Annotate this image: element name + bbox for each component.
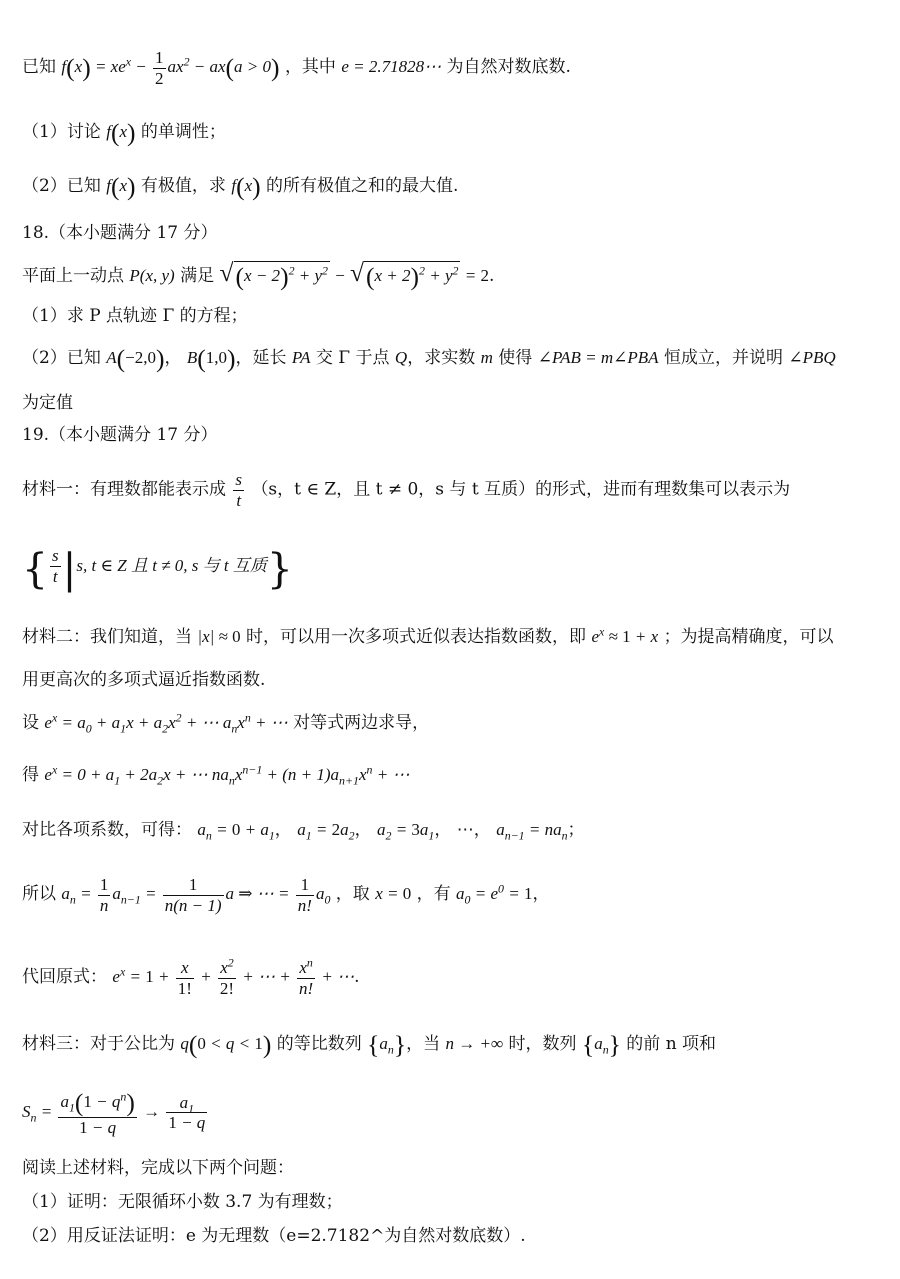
p19-read: 阅读上述材料，完成以下两个问题：	[22, 1158, 294, 1178]
p17-q1: （1）讨论 f(x) 的单调性；	[22, 118, 226, 147]
p18-q2-tail: 为定值	[22, 393, 73, 413]
p18-q1: （1）求 P 点轨迹 Γ 的方程；	[22, 306, 248, 326]
p19-back: 代回原式： $e^x = 1$ + $\frac{x}{1!}$ + $\frac{x^2}{2!}$ + ⋯ + $\frac{x^n}{n!}$ + ⋯.	[22, 955, 360, 998]
p18-q2: （2）已知 A(−2,0)， B(1,0)，延长 PA 交 Γ 于点 Q，求实数 m 使得 ∠PAB = m∠PBA 恒成立，并说明 ∠PBQ	[22, 344, 836, 373]
p19-material-1: 材料一：有理数都能表示成 $\frac{s}{t}$ （s，t ∈ Z，且 t ≠ 0，s 与 t 互质）的形式，进而有理数集可以表示为	[22, 470, 791, 510]
p18-intro: 平面上一动点 P(x, y) 满足 $√(x - 2)^2 + y^2 - √(x + 2)^2 + y^2 = 2$.	[22, 258, 495, 291]
p19-series: 设 $e^x = a_0 + a_1x + a_2x^2$ + ⋯ $a_nx^n$ + ⋯ 对等式两边求导，	[22, 710, 430, 736]
p17-intro: 已知 $f(x) = xe^x$ − $\frac{1}{2}$ $ax^2 - ax(a > 0)$ ，其中 e = 2.71828⋯ 为自然对数底数.	[22, 48, 571, 88]
p19-material-3: 材料三：对于公比为 q(0 < q < 1) 的等比数列 $\{a_n\}$，当 n → +∞ 时，数列 $\{a_n\}$ 的前 n 项和	[22, 1030, 717, 1059]
p17-q2: （2）已知 f(x) 有极值，求 f(x) 的所有极值之和的最大值.	[22, 172, 459, 201]
p19-q2: （2）用反证法证明：e 为无理数（e=2.7182^为自然对数底数）.	[22, 1226, 526, 1246]
p19-so: 所以 $a_n$ = $\frac{1}{n}$ $a_{n-1}$ = $\frac{1}{n(n - 1)}$ a ⇒ ⋯ = $\frac{1}{n!}$ $a_0$ ，取 x = 0 ，有 $a_0 = e^0 = 1$，	[22, 875, 550, 915]
p19-header: 19.（本小题满分 17 分）	[22, 425, 218, 445]
p19-derivative: 得 $e^x = 0 + a_1 + 2a_2x$ + ⋯ $na_nx^{n-1} + (n + 1)a_{n+1}x^n$ + ⋯	[22, 762, 410, 788]
formula-f: $f(x) = xe^x$ − $\frac{1}{2}$ $ax^2 - ax(a > 0)$	[61, 48, 280, 88]
p19-compare: 对比各项系数，可得： $a_n = 0 + a_1$， $a_1 = 2a_2$， $a_2 = 3a_1$， ⋯， $a_{n-1} = na_n$；	[22, 820, 585, 843]
p19-rational-set: { $\frac{s}{t}$ |s, t ∈ Z 且 t ≠ 0, s 与 t 互质}	[22, 545, 293, 593]
p18-header: 18.（本小题满分 17 分）	[22, 223, 218, 243]
p19-material-2-line2: 用更高次的多项式逼近指数函数.	[22, 670, 266, 690]
p19-q1: （1）证明：无限循环小数 3.7 为有理数；	[22, 1192, 343, 1212]
p19-material-2: 材料二：我们知道，当 |x| ≈ 0 时，可以用一次多项式近似表达指数函数，即 $e^x \approx 1 + x$ ；为提高精确度，可以	[22, 624, 834, 647]
p19-sum-formula: $S_n$ = $\frac{a_1(1 - q^n)}{1 - q}$ → $\frac{a_1}{1 - q}$	[22, 1088, 206, 1138]
